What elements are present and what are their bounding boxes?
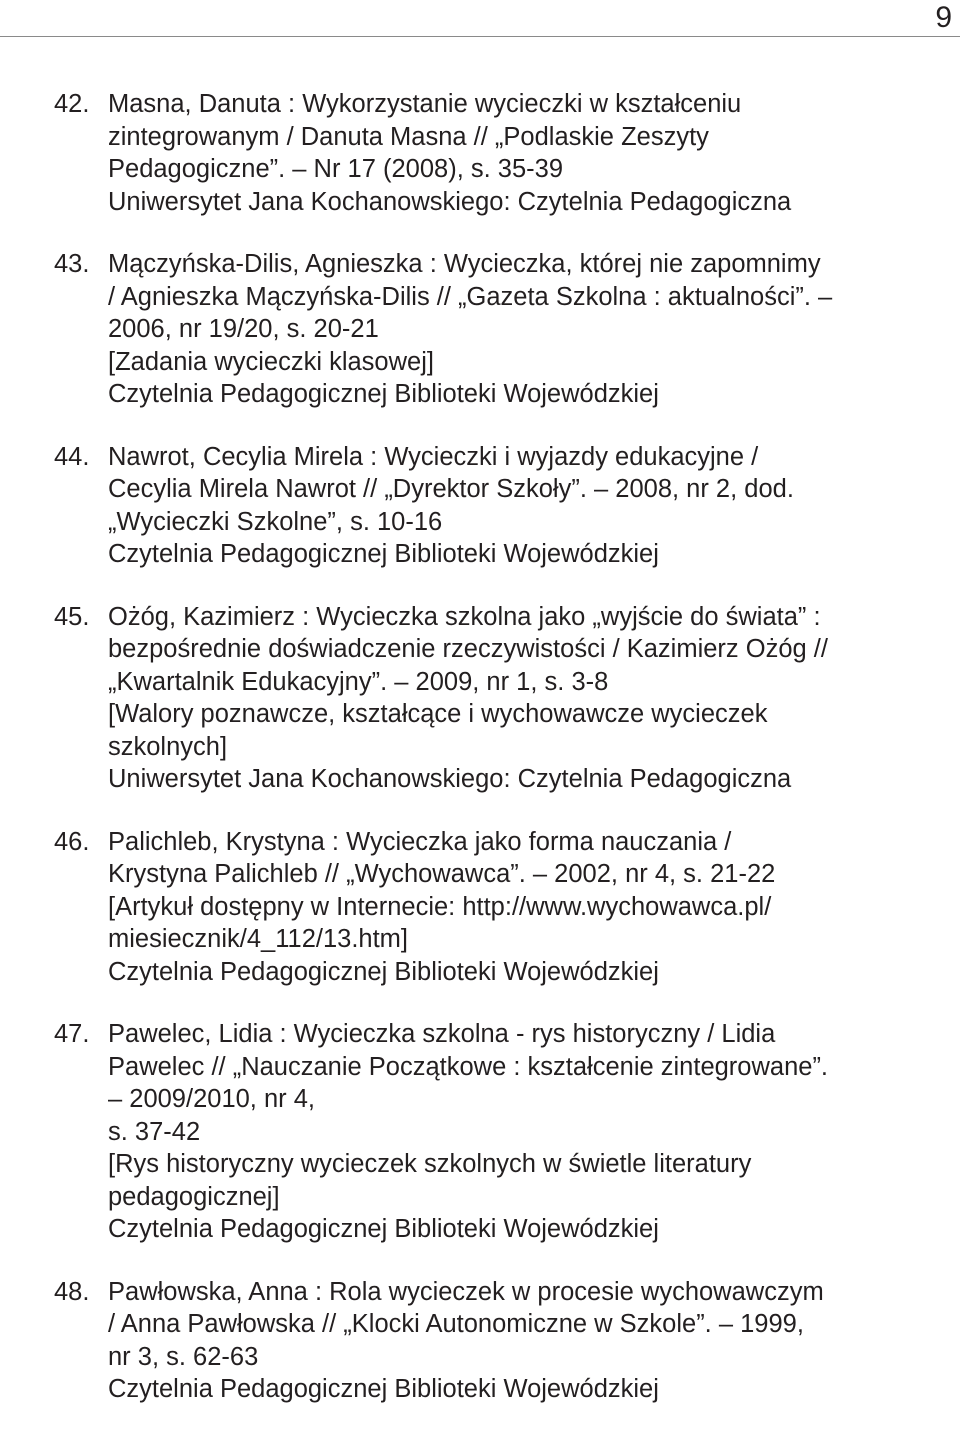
entry-line: pedagogicznej] xyxy=(108,1182,280,1211)
entry-line: „Kwartalnik Edukacyjny”. – 2009, nr 1, s. 3-8 xyxy=(108,667,609,696)
entry-line: Czytelnia Pedagogicznej Biblioteki Wojewódzkiej xyxy=(108,380,659,408)
entry-text xyxy=(108,1018,953,1246)
entry-line: nr 3, s. 62-63 xyxy=(108,1342,259,1371)
entry-line: Czytelnia Pedagogicznej Biblioteki Wojewódzkiej xyxy=(108,1215,659,1243)
entry-line: miesiecznik/4_112/13.htm] xyxy=(108,925,409,953)
entry-line: bezpośrednie doświadczenie rzeczywistości / Kazimierz Ożóg // xyxy=(108,635,828,663)
entry-line: Pawelec, Lidia : Wycieczka szkolna - rys historyczny / Lidia xyxy=(108,1020,776,1048)
entry-line: [Rys historyczny wycieczek szkolnych w świetle literatury xyxy=(108,1150,752,1178)
entry-line: [Artykuł dostępny w Internecie: http://www.wychowawca.pl/ xyxy=(108,892,772,921)
entry-line: Mączyńska-Dilis, Agnieszka : Wycieczka, której nie zapomnimy xyxy=(108,250,821,278)
entry-line: Czytelnia Pedagogicznej Biblioteki Wojewódzkiej xyxy=(108,540,659,568)
header-rule xyxy=(0,36,960,37)
bibliography-entry xyxy=(0,1276,960,1406)
bibliography-entry xyxy=(0,601,960,796)
entry-number: 46. xyxy=(54,827,90,856)
entry-line: 2006, nr 19/20, s. 20-21 xyxy=(108,315,379,343)
bibliography-entry xyxy=(0,1018,960,1246)
entry-line: Palichleb, Krystyna : Wycieczka jako forma nauczania / xyxy=(108,827,732,856)
entry-line: Czytelnia Pedagogicznej Biblioteki Wojewódzkiej xyxy=(108,1375,659,1403)
entry-number: 45. xyxy=(54,602,90,631)
entry-number: 43. xyxy=(54,250,90,278)
entry-line: Nawrot, Cecylia Mirela : Wycieczki i wyjazdy edukacyjne / xyxy=(108,442,759,471)
entry-line: – 2009/2010, nr 4, xyxy=(108,1085,316,1113)
bibliography-entry xyxy=(0,441,960,571)
bibliography-entry xyxy=(0,826,960,989)
entry-line: Krystyna Palichleb // „Wychowawca”. – 2002, nr 4, s. 21-22 xyxy=(108,860,776,888)
bibliography-entry xyxy=(0,88,960,218)
entry-number: 48. xyxy=(54,1277,90,1306)
entry-text xyxy=(108,248,953,411)
entry-line: szkolnych] xyxy=(108,732,228,761)
entry-line: Pedagogiczne”. – Nr 17 (2008), s. 35-39 xyxy=(108,155,564,183)
entry-line: [Zadania wycieczki klasowej] xyxy=(108,347,434,376)
entry-number: 42. xyxy=(54,90,90,118)
entry-line: / Anna Pawłowska // „Klocki Autonomiczne w Szkole”. – 1999, xyxy=(108,1310,804,1338)
entry-line: „Wycieczki Szkolne”, s. 10-16 xyxy=(108,507,443,536)
entry-text xyxy=(108,441,953,571)
entry-line: Czytelnia Pedagogicznej Biblioteki Wojewódzkiej xyxy=(108,957,659,986)
bibliography-list xyxy=(0,88,960,1436)
entry-line: Uniwersytet Jana Kochanowskiego: Czytelnia Pedagogiczna xyxy=(108,765,792,793)
entry-line: Pawłowska, Anna : Rola wycieczek w procesie wychowawczym xyxy=(108,1277,824,1306)
entry-line: zintegrowanym / Danuta Masna // „Podlaskie Zeszyty xyxy=(108,122,709,151)
entry-text xyxy=(108,88,953,218)
entry-number: 47. xyxy=(54,1020,90,1048)
page-number: 9 xyxy=(935,1,952,34)
entry-text xyxy=(108,1276,953,1406)
entry-line: Uniwersytet Jana Kochanowskiego: Czytelnia Pedagogiczna xyxy=(108,187,792,216)
entry-line: Ożóg, Kazimierz : Wycieczka szkolna jako „wyjście do świata” : xyxy=(108,602,821,631)
bibliography-entry xyxy=(0,248,960,411)
entry-line: [Walory poznawcze, kształcące i wychowawcze wycieczek xyxy=(108,700,768,728)
entry-text xyxy=(108,601,953,796)
entry-line: s. 37-42 xyxy=(108,1117,201,1146)
entry-text xyxy=(108,826,953,989)
entry-line: Masna, Danuta : Wykorzystanie wycieczki w kształceniu xyxy=(108,90,742,118)
entry-number: 44. xyxy=(54,442,90,471)
entry-line: / Agnieszka Mączyńska-Dilis // „Gazeta Szkolna : aktualności”. – xyxy=(108,282,833,311)
entry-line: Pawelec // „Nauczanie Początkowe : kształcenie zintegrowane”. xyxy=(108,1052,829,1081)
entry-line: Cecylia Mirela Nawrot // „Dyrektor Szkoły”. – 2008, nr 2, dod. xyxy=(108,475,794,503)
